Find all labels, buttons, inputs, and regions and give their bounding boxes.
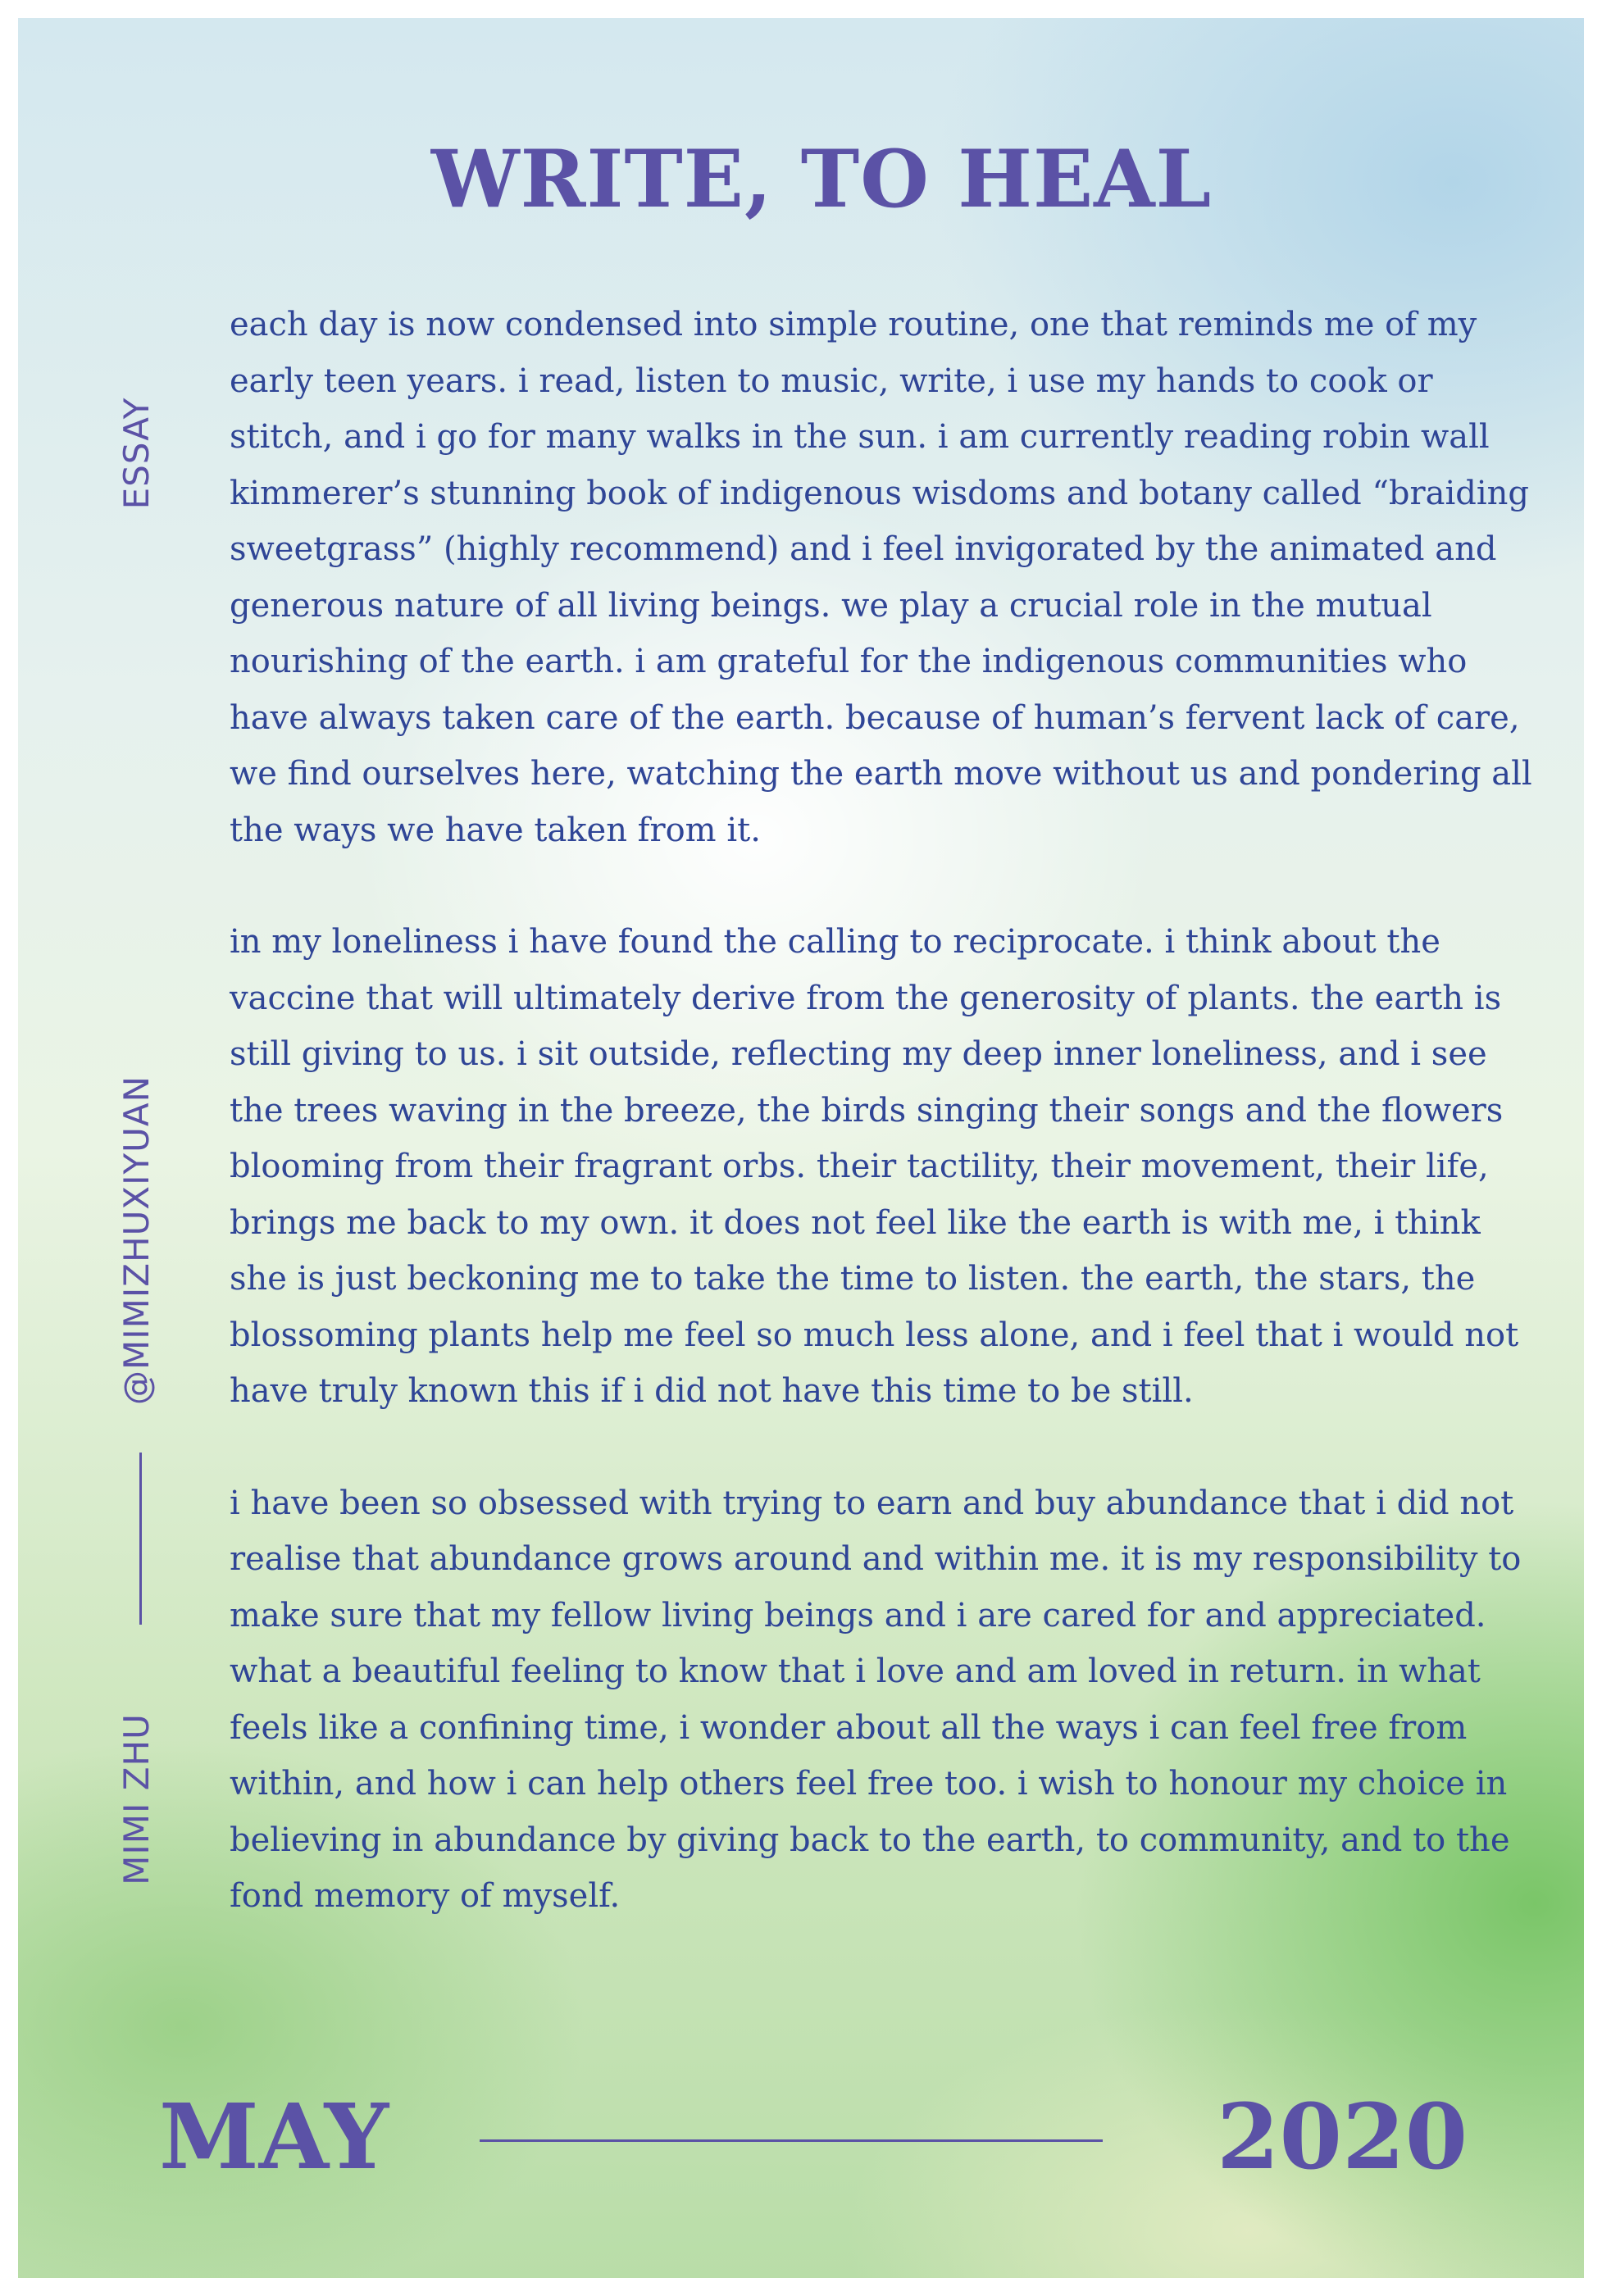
footer-divider: [480, 2139, 1103, 2142]
author-name: MIMI ZHU: [116, 1713, 157, 1885]
essay-body: [230, 297, 1541, 1980]
sidebar-divider: [139, 1453, 142, 1625]
page-title: WRITE, TO HEAL: [430, 133, 1213, 225]
essay-paragraph: each day is now condensed into simple routine, one that reminds me of my early teen years. i read, listen to music, write, i use my hands to cook or stitch, and i go for many walks in the sun. i am currently reading robin wall kimmerer’s stunning book of indigenous wisdoms and botany called “braiding sweetgrass” (highly recommend) and i feel invigorated by the animated and generous nature of all living beings. we play a crucial role in the mutual nourishing of the earth. i am grateful for the indigenous communities who have always taken care of the earth. because of human’s fervent lack of care, we find ourselves here, watching the earth move without us and pondering all the ways we have taken from it.: [230, 306, 1532, 849]
footer-month: MAY: [159, 2084, 389, 2189]
essay-paragraph: i have been so obsessed with trying to earn and buy abundance that i did not realise that abundance grows around and within me. it is my responsibility to make sure that my fellow living beings and i are cared for and appreciated. what a beautiful feeling to know that i love and am loved in return. in what feels like a confining time, i wonder about all the ways i can feel free from within, and how i can help others feel free too. i wish to honour my choice in believing in abundance by giving back to the earth, to community, and to the fond memory of myself.: [230, 1484, 1522, 1915]
essay-paragraph: in my loneliness i have found the calling to reciprocate. i think about the vaccine that will ultimately derive from the generosity of plants. the earth is still giving to us. i sit outside, reflecting my deep inner loneliness, and i see the trees waving in the breeze, the birds singing their songs and the flowers blooming from their fragrant orbs. their tactility, their movement, their life, brings me back to my own. it does not feel like the earth is with me, i think she is just beckoning me to take the time to listen. the earth, the stars, the blossoming plants help me feel so much less alone, and i feel that i would not have truly known this if i did not have this time to be still.: [230, 923, 1519, 1410]
footer-year: 2020: [1217, 2084, 1468, 2189]
author-handle: @MIMIZHUXIYUAN: [116, 1075, 157, 1406]
essay-page: [18, 18, 1584, 2278]
category-label: ESSAY: [116, 397, 157, 510]
